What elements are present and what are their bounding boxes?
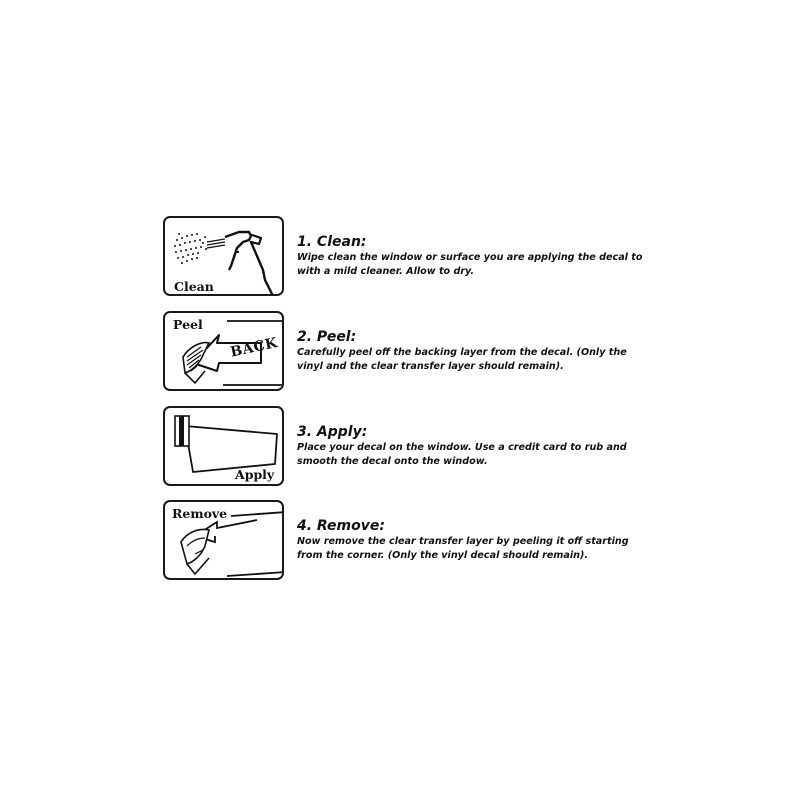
step-description: Now remove the clear transfer layer by peeling it off starting from the corner. (Only the vinyl decal should remain).	[297, 536, 629, 561]
step-description: Wipe clean the window or surface you are applying the decal to with a mild cleaner. Allow to dry.	[297, 252, 643, 277]
step-icon-box	[163, 406, 284, 486]
step-icon-box	[163, 500, 284, 580]
back-label: BACK	[229, 335, 280, 361]
step-icon-box	[163, 311, 284, 391]
icon-caption: Peel	[173, 317, 203, 332]
icon-caption: Clean	[174, 279, 214, 294]
step-remove	[163, 500, 663, 585]
step-description: Carefully peel off the backing layer from the decal. (Only the vinyl and the clear transfer layer should remain).	[297, 347, 627, 372]
step-clean	[163, 216, 663, 301]
step-description: Place your decal on the window. Use a credit card to rub and smooth the decal onto the window.	[297, 442, 627, 467]
step-title: 3. Apply:	[297, 424, 368, 440]
step-title: 1. Clean:	[297, 234, 367, 250]
step-peel	[163, 311, 663, 396]
step-apply	[163, 406, 663, 491]
step-title: 2. Peel:	[297, 329, 357, 345]
icon-caption: Apply	[235, 467, 275, 482]
step-icon-box	[163, 216, 284, 296]
icon-caption: Remove	[172, 506, 228, 521]
step-title: 4. Remove:	[297, 518, 385, 534]
